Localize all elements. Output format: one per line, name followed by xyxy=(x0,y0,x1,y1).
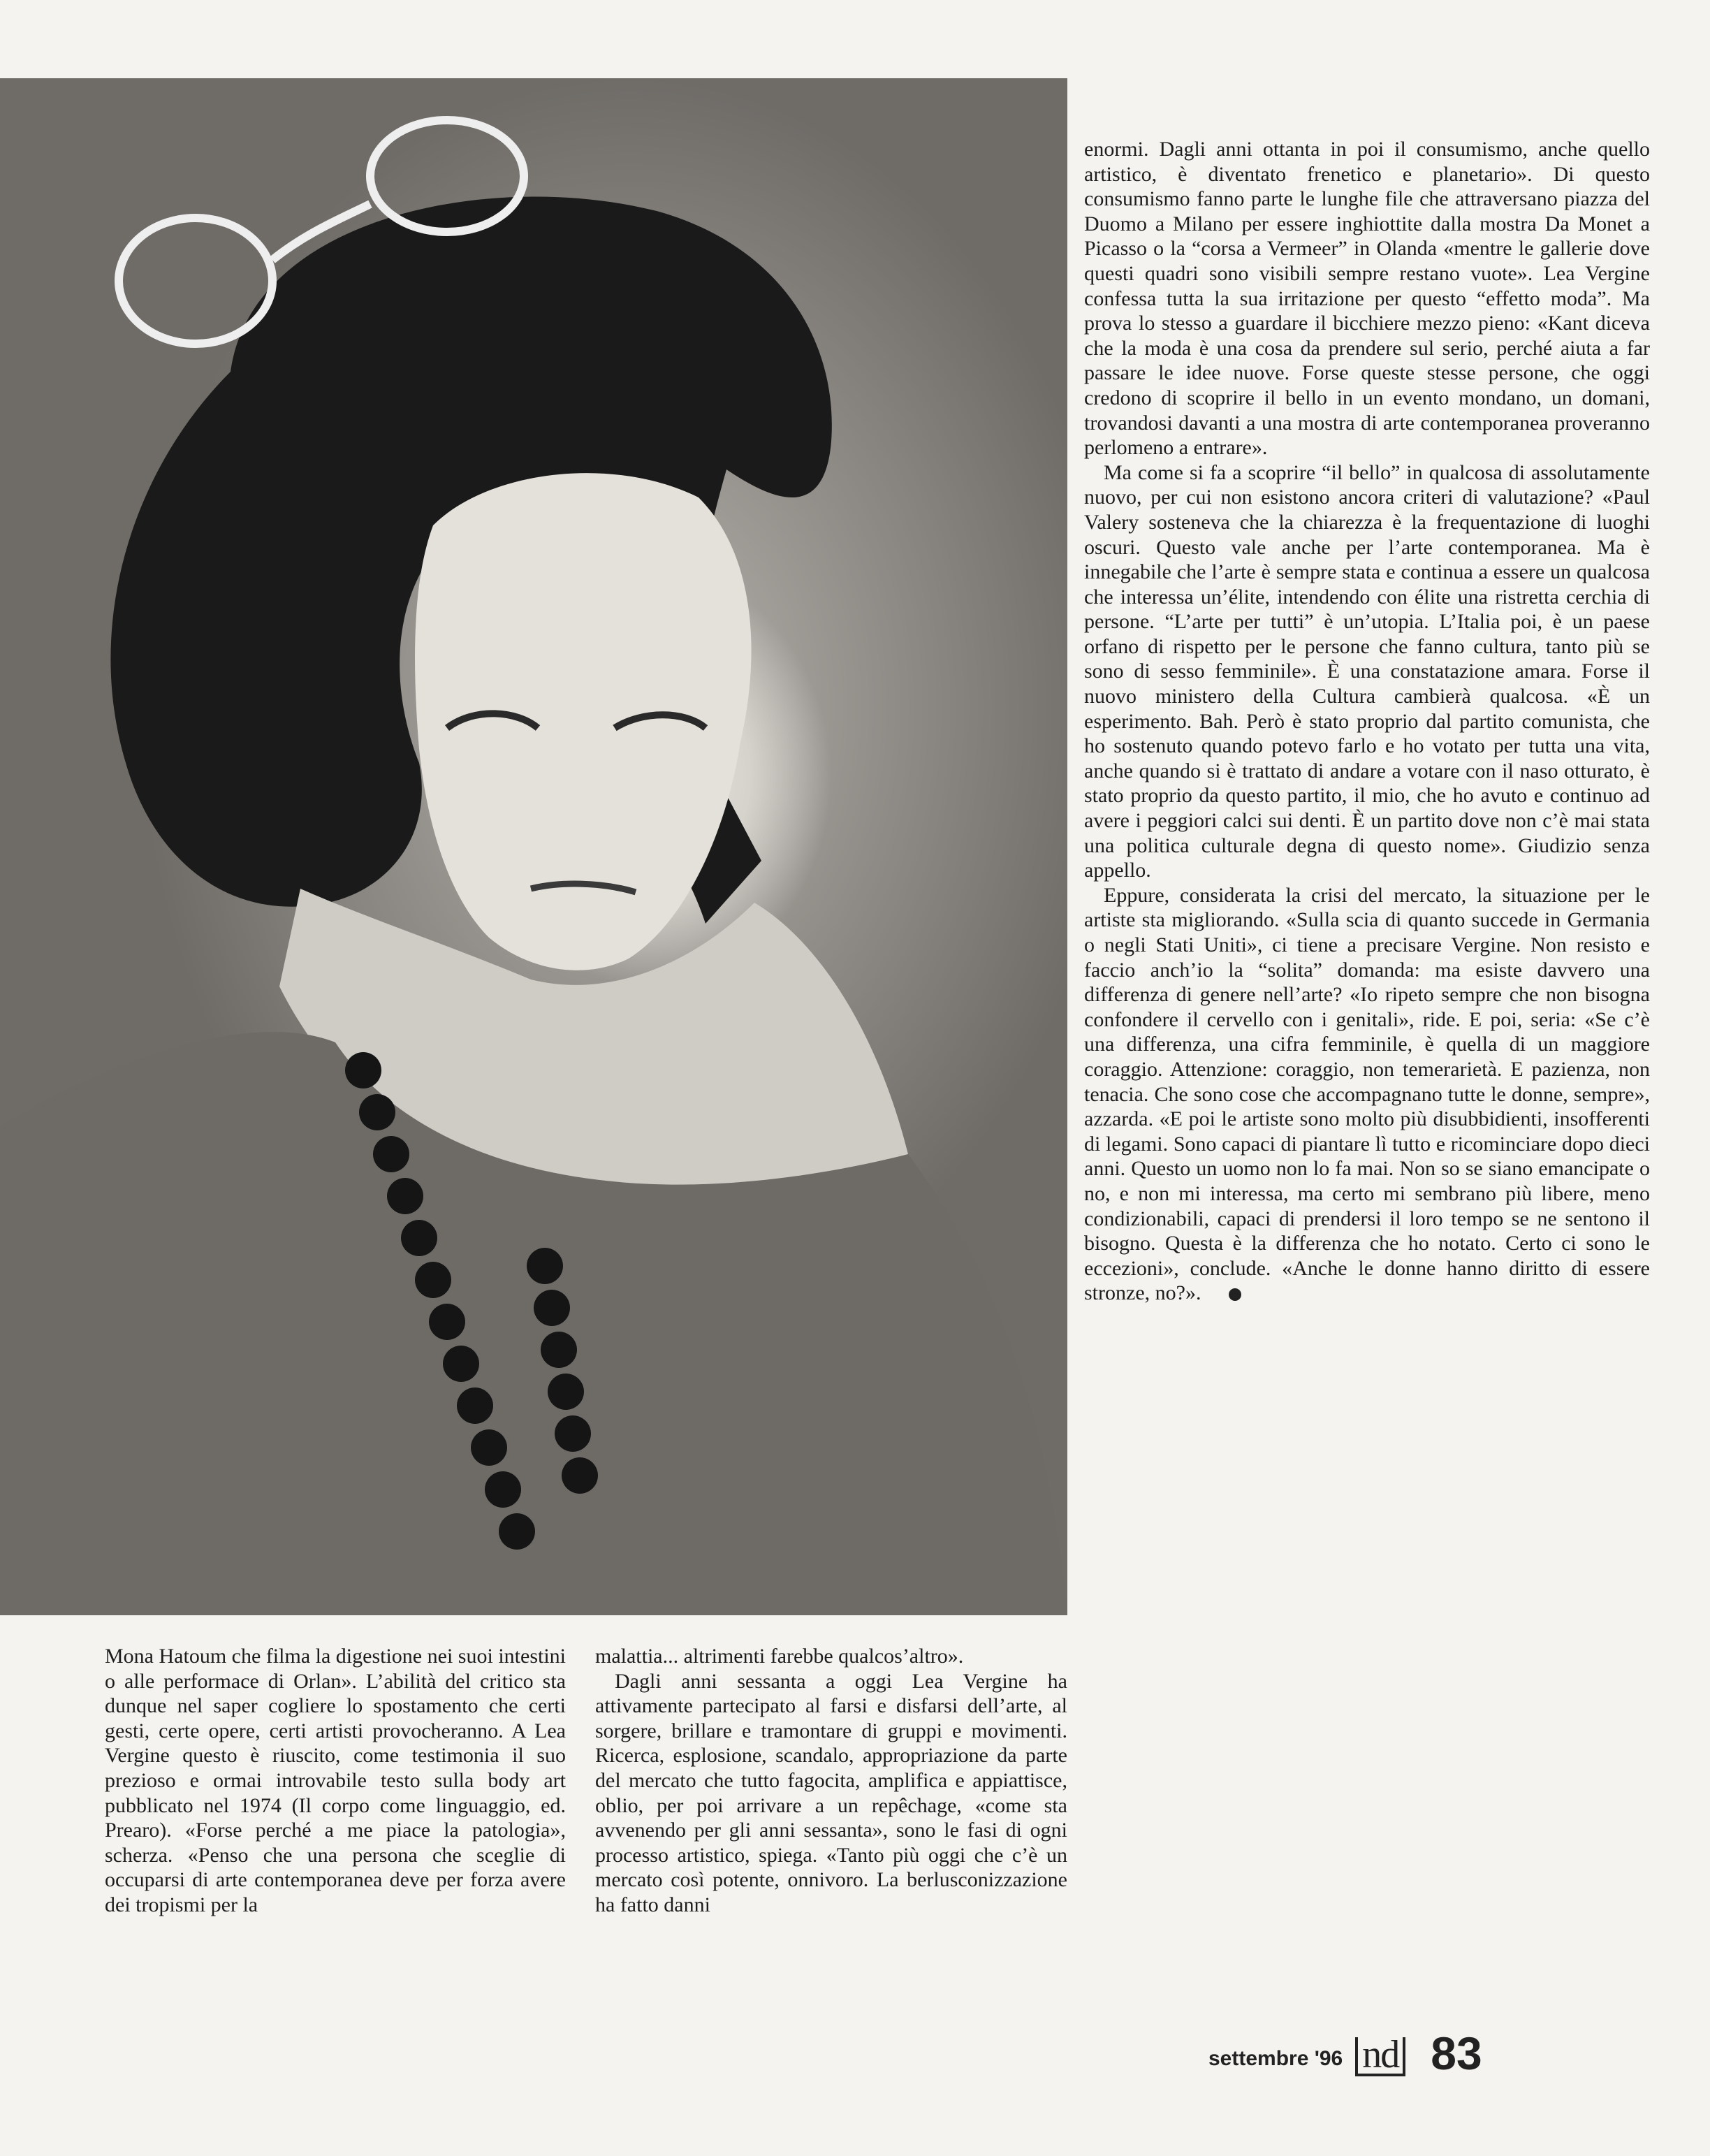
page-number: 83 xyxy=(1431,2027,1482,2079)
portrait-photo xyxy=(0,78,1067,1615)
paragraph: enormi. Dagli anni ottanta in poi il consumismo, anche quello artistico, è diventato frenetico e planetario». Di questo consumismo fanno parte le lunghe file che attraversano piazza del Duomo a Milano per essere inghiottite dalla mostra Da Monet a Picasso o la “corsa a Vermeer” in Olanda «mentre le gallerie dove questi quadri sono visibili sempre restano vuote». Lea Vergine confessa tutta la sua irritazione per questo “effetto moda”. Ma prova lo stesso a guardare il bicchiere mezzo pieno: «Kant diceva che la moda è una cosa da prendere sul serio, perché aiuta a far passare le idee nuove. Forse queste stesse persone, che oggi credono di scoprire il bello in un evento mondano, un domani, trovandosi davanti a una mostra di arte contemporanea proveranno perlomeno a entrare». xyxy=(1084,138,1650,460)
article-column-left xyxy=(105,1644,566,1918)
end-mark-icon xyxy=(1229,1288,1241,1301)
paragraph: Ma come si fa a scoprire “il bello” in qualcosa di assolutamente nuovo, per cui non esistono ancora criteri di valutazione? «Paul Valery sosteneva che la chiarezza è la frequentazione di luoghi oscuri. Questo vale anche per l’arte contemporanea. Ma è innegabile che l’arte è sempre stata e continua a essere un qualcosa che interessa un’élite, intendendo con élite una ristretta cerchia di persone. “L’arte per tutti” è un’utopia. L’Italia poi, è un paese orfano di rispetto per le persone che fanno cultura, tanto più se sono di sesso femminile». È una constatazione amara. Forse il nuovo ministero della Cultura cambierà qualcosa. «È un esperimento. Bah. Però è stato proprio dal partito comunista, che ho sostenuto quando potevo farlo e ho votato per tutta una vita, anche quando si è trattato di andare a votare con il naso otturato, è stato proprio da questo partito, il mio, che ho avuto e continuo ad avere i peggiori calci sui denti. È un partito dove non c’è mai stata una politica culturale degna di questo nome». Giudizio senza appello. xyxy=(1084,460,1650,882)
issue-date: settembre '96 xyxy=(1208,2047,1343,2070)
paragraph: Mona Hatoum che filma la digestione nei suoi intestini o alle performace di Orlan». L’abilità del critico sta dunque nel saper cogliere lo spostamento che certi gesti, certe opere, certi artisti provocheranno. A Lea Vergine questo è riuscito, come testimonia il suo prezioso e ormai introvabile testo sulla body art pubblicato nel 1974 (Il corpo come linguaggio, ed. Prearo). «Forse perché a me piace la patologia», scherza. «Penso che una persona che sceglie di occuparsi di arte contemporanea deve per forza avere dei tropismi per la xyxy=(105,1645,566,1916)
paragraph: Dagli anni sessanta a oggi Lea Vergine ha attivamente partecipato al farsi e disfarsi dell’arte, al sorgere, brillare e tramontare di gruppi e movimenti. Ricerca, esplosione, scandalo, appropriazione da parte del mercato che tutto fagocita, amplifica e appiattisce, oblio, per poi arrivare a un repêchage, «come sta avvenendo per gli anni sessanta», sono le fasi di ogni processo artistico, spiega. «Tanto più oggi che c’è un mercato così potente, onnivoro. La berlusconizzazione ha fatto danni xyxy=(595,1669,1067,1916)
page-footer xyxy=(1208,2025,1482,2079)
paragraph: malattia... altrimenti farebbe qualcos’altro». xyxy=(595,1645,964,1668)
article-column-middle xyxy=(595,1644,1067,1918)
paragraph xyxy=(1084,883,1650,1306)
article-column-right xyxy=(1084,137,1650,1306)
paragraph-text: Eppure, considerata la crisi del mercato, la situazione per le artiste sta migliorando. «Sulla scia di quanto succede in Germania o negli Stati Uniti», ci tiene a precisare Vergine. Non resisto e faccio anch’io la “solita” domanda: ma esiste davvero una differenza di genere nell’arte? «Io ripeto sempre che non bisogna confondere il cervello con i genitali», ride. E poi, seria: «Se c’è una differenza, una cifra femminile, è quella di un maggiore coraggio. Attenzione: coraggio, non temerarietà. E pazienza, non tenacia. Che sono cose che accompagnano tutte le donne, sempre», azzarda. «E poi le artiste sono molto più disubbidienti, insofferenti di legami. Sono capaci di piantare lì tutto e ricominciare dopo dieci anni. Questo un uomo non lo fa mai. Non so se siano emancipate o no, e non mi interessa, ma certo mi sembrano più libere, meno condizionabili, capaci di prendersi il loro tempo se ne sentono il bisogno. Questa è la differenza che ho notato. Certo ci sono le eccezioni», conclude. «Anche le donne hanno diritto di essere stronze, no?». xyxy=(1084,883,1650,1305)
magazine-logo: nd xyxy=(1355,2037,1405,2076)
portrait-illustration xyxy=(0,78,1067,1615)
